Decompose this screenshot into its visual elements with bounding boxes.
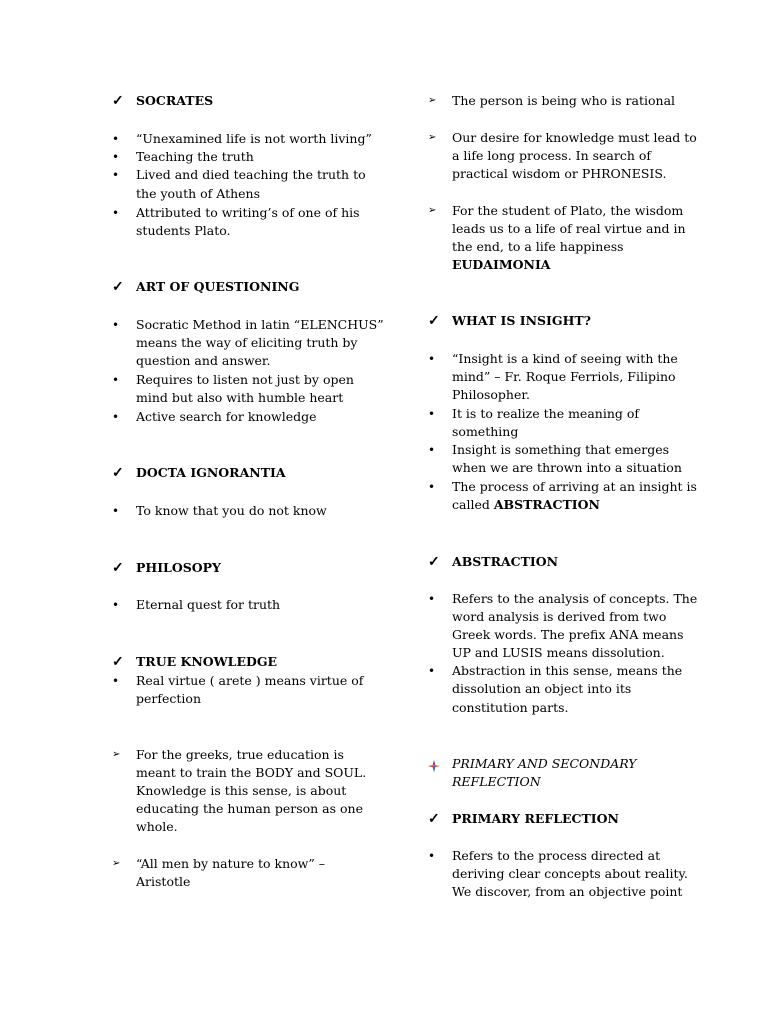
bullet-icon: • <box>112 132 120 146</box>
list-item: • Attributed to writing’s of one of his <box>112 205 360 220</box>
bullet-icon: • <box>112 674 120 688</box>
list-item: • Requires to listen not just by open <box>112 372 354 387</box>
list-item-continued: the youth of Athens <box>136 186 260 201</box>
bullet-icon: • <box>428 849 436 863</box>
heading-true-knowledge: ✓ TRUE KNOWLEDGE <box>112 654 278 670</box>
four-point-star-icon <box>428 755 448 773</box>
list-item-continued: mind” – Fr. Roque Ferriols, Filipino <box>452 369 676 384</box>
arrow-item-continued: EUDAIMONIA <box>452 257 551 272</box>
bullet-icon: • <box>428 352 436 366</box>
list-item-continued: dissolution an object into its <box>452 681 632 696</box>
check-icon: ✓ <box>112 465 124 481</box>
list-item: • Abstraction in this sense, means the <box>428 663 683 678</box>
list-item-continued: Philosopher. <box>452 387 530 402</box>
arrow-item-continued: practical wisdom or PHRONESIS. <box>452 166 667 181</box>
list-item: • Eternal quest for truth <box>112 597 281 612</box>
list-item: • “Insight is a kind of seeing with the <box>428 351 678 366</box>
check-icon: ✓ <box>112 279 124 295</box>
bullet-icon: • <box>112 206 120 220</box>
bullet-icon: • <box>112 168 120 182</box>
list-item-continued: when we are thrown into a situation <box>452 460 682 475</box>
list-item: • Active search for knowledge <box>112 409 317 424</box>
list-item: • Real virtue ( arete ) means virtue of <box>112 673 364 688</box>
list-item-continued: constitution parts. <box>452 700 569 715</box>
list-item-continued: question and answer. <box>136 353 271 368</box>
list-item: • To know that you do not know <box>112 503 327 518</box>
arrow-item-continued: Aristotle <box>136 874 191 889</box>
list-item-continued: Greek words. The prefix ANA means <box>452 627 684 642</box>
arrow-icon: ➢ <box>428 95 437 106</box>
arrow-item: ➢ “All men by nature to know” – <box>112 856 325 871</box>
list-item-continued: students Plato. <box>136 223 231 238</box>
list-item-continued: something <box>452 424 519 439</box>
list-item: • Refers to the analysis of concepts. The <box>428 591 698 606</box>
heading-art-of-questioning: ✓ ART OF QUESTIONING <box>112 279 300 295</box>
check-icon: ✓ <box>428 811 440 827</box>
bullet-icon: • <box>428 480 436 494</box>
bullet-icon: • <box>428 407 436 421</box>
check-icon: ✓ <box>112 560 124 576</box>
bullet-icon: • <box>112 504 120 518</box>
list-item: • Refers to the process directed at <box>428 848 661 863</box>
list-item-continued: perfection <box>136 691 201 706</box>
list-item: • It is to realize the meaning of <box>428 406 639 421</box>
list-item-continued: We discover, from an objective point <box>452 884 683 899</box>
list-item-continued: deriving clear concepts about reality. <box>452 866 688 881</box>
arrow-icon: ➢ <box>428 132 437 143</box>
arrow-item-continued: meant to train the BODY and SOUL. <box>136 765 367 780</box>
arrow-item-continued: the end, to a life happiness <box>452 239 624 254</box>
heading-philosopy: ✓ PHILOSOPY <box>112 560 221 576</box>
arrow-item: ➢ The person is being who is rational <box>428 93 676 108</box>
arrow-item-continued: Knowledge is this sense, is about <box>136 783 347 798</box>
list-item-continued: mind but also with humble heart <box>136 390 344 405</box>
arrow-item-continued: whole. <box>136 819 178 834</box>
subheading-primary-secondary: PRIMARY AND SECONDARY <box>428 755 728 773</box>
arrow-icon: ➢ <box>428 205 437 216</box>
list-item: • Teaching the truth <box>112 149 254 164</box>
list-item-continued: word analysis is derived from two <box>452 609 667 624</box>
list-item: • The process of arriving at an insight is <box>428 479 697 494</box>
bullet-icon: • <box>112 373 120 387</box>
heading-primary-reflection: ✓ PRIMARY REFLECTION <box>428 811 619 827</box>
list-item-continued: UP and LUSIS means dissolution. <box>452 645 665 660</box>
arrow-item-continued: educating the human person as one <box>136 801 363 816</box>
arrow-item: ➢ For the greeks, true education is <box>112 747 344 762</box>
heading-abstraction: ✓ ABSTRACTION <box>428 554 559 570</box>
list-item: • Socratic Method in latin “ELENCHUS” <box>112 317 384 332</box>
list-item-continued: means the way of eliciting truth by <box>136 335 358 350</box>
list-item: • Lived and died teaching the truth to <box>112 167 366 182</box>
arrow-item: ➢ For the student of Plato, the wisdom <box>428 203 684 218</box>
bullet-icon: • <box>428 592 436 606</box>
arrow-item-continued: leads us to a life of real virtue and in <box>452 221 686 236</box>
arrow-icon: ➢ <box>112 749 121 760</box>
heading-what-is-insight: ✓ WHAT IS INSIGHT? <box>428 313 592 329</box>
check-icon: ✓ <box>112 93 124 109</box>
list-item: • “Unexamined life is not worth living” <box>112 131 372 146</box>
bullet-icon: • <box>428 664 436 678</box>
list-item: • Insight is something that emerges <box>428 442 670 457</box>
list-item-continued: called ABSTRACTION <box>452 497 600 512</box>
bullet-icon: • <box>428 443 436 457</box>
heading-socrates: ✓ SOCRATES <box>112 93 214 109</box>
arrow-icon: ➢ <box>112 858 121 869</box>
bullet-icon: • <box>112 318 120 332</box>
bullet-icon: • <box>112 410 120 424</box>
subheading-continued: REFLECTION <box>452 774 541 789</box>
check-icon: ✓ <box>428 313 440 329</box>
bullet-icon: • <box>112 598 120 612</box>
arrow-item-continued: a life long process. In search of <box>452 148 652 163</box>
bullet-icon: • <box>112 150 120 164</box>
arrow-item: ➢ Our desire for knowledge must lead to <box>428 130 697 145</box>
heading-docta-ignorantia: ✓ DOCTA IGNORANTIA <box>112 465 286 481</box>
check-icon: ✓ <box>112 654 124 670</box>
check-icon: ✓ <box>428 554 440 570</box>
